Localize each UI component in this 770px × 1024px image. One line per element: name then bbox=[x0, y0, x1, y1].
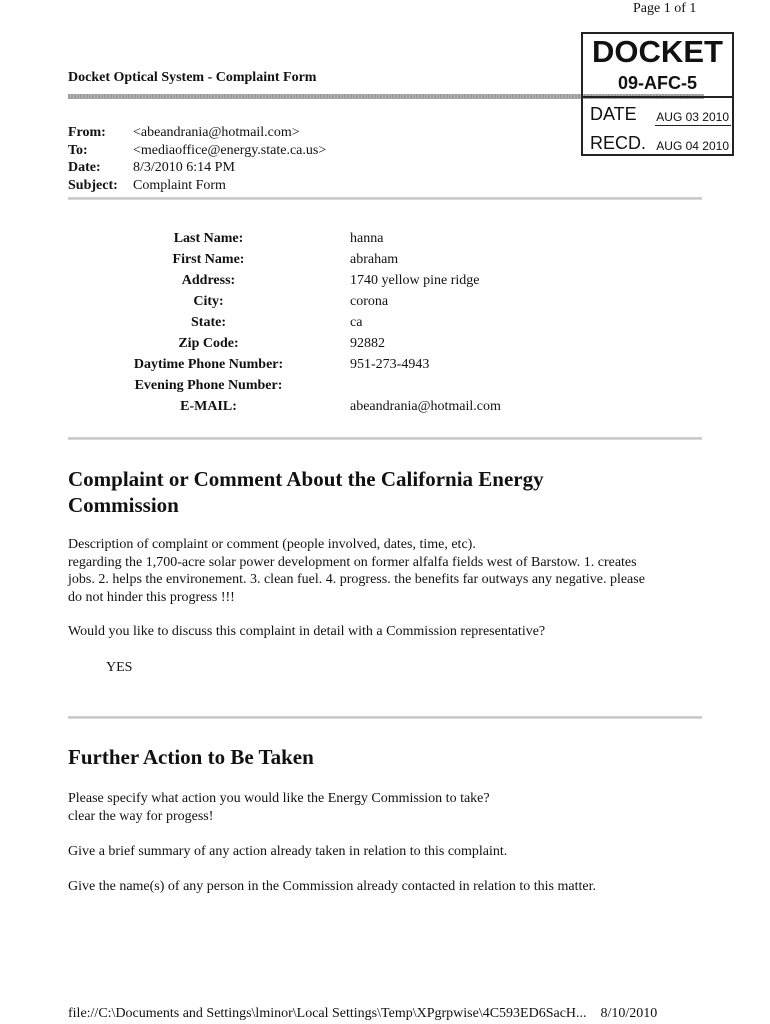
docket-stamp bbox=[581, 32, 734, 156]
field-row bbox=[120, 396, 501, 417]
field-label: Address: bbox=[181, 273, 236, 288]
discuss-answer: YES bbox=[106, 660, 133, 675]
field-row bbox=[120, 291, 501, 312]
field-value: 92882 bbox=[350, 336, 385, 351]
docket-date-row bbox=[583, 102, 732, 130]
field-label: Zip Code: bbox=[178, 336, 239, 351]
field-row bbox=[120, 270, 501, 291]
field-label: State: bbox=[191, 315, 226, 330]
docket-recd-row bbox=[583, 131, 732, 159]
meta-value: <mediaoffice@energy.state.ca.us> bbox=[133, 142, 327, 158]
contacts-prompt: Give the name(s) of any person in the Commission already contacted in relation to this matter. bbox=[68, 879, 596, 894]
description-text-line: jobs. 2. helps the environement. 3. clean fuel. 4. progress. the benefits far outways any negative. please bbox=[68, 572, 645, 587]
footer-date: 8/10/2010 bbox=[600, 1006, 658, 1021]
complaint-heading bbox=[68, 466, 544, 518]
docket-title: DOCKET bbox=[592, 34, 723, 69]
field-label: City: bbox=[193, 294, 224, 309]
meta-row-to bbox=[68, 142, 326, 160]
field-label: E-MAIL: bbox=[180, 399, 237, 414]
email-meta bbox=[68, 124, 326, 194]
action-prompt: Please specify what action you would like the Energy Commission to take? bbox=[68, 791, 490, 806]
field-value: abeandrania@hotmail.com bbox=[350, 399, 501, 414]
field-label: First Name: bbox=[172, 252, 245, 267]
meta-label: To: bbox=[68, 142, 88, 158]
page-footer bbox=[68, 1006, 657, 1022]
contact-fields bbox=[120, 228, 501, 417]
action-answer: clear the way for progess! bbox=[68, 808, 214, 824]
docket-date-label: DATE bbox=[590, 104, 637, 124]
meta-label: Subject: bbox=[68, 177, 118, 193]
meta-value: <abeandrania@hotmail.com> bbox=[133, 125, 300, 140]
description-text-line: do not hinder this progress !!! bbox=[68, 589, 235, 605]
meta-row-from bbox=[68, 124, 326, 142]
description-prompt: Description of complaint or comment (people involved, dates, time, etc). bbox=[68, 537, 476, 552]
field-value: abraham bbox=[350, 252, 399, 267]
docket-number: 09-AFC-5 bbox=[617, 73, 697, 93]
meta-value: 8/3/2010 6:14 PM bbox=[133, 160, 235, 175]
field-row bbox=[120, 333, 501, 354]
field-value: corona bbox=[350, 294, 389, 309]
field-value: ca bbox=[350, 315, 363, 330]
meta-divider bbox=[68, 197, 702, 200]
complaint-heading-line2: Commission bbox=[68, 493, 179, 517]
docket-date-value: AUG 03 2010 bbox=[656, 110, 729, 124]
field-value: 951-273-4943 bbox=[350, 357, 430, 372]
meta-row-date bbox=[68, 159, 326, 177]
meta-label: From: bbox=[68, 125, 106, 140]
complaint-divider bbox=[68, 716, 702, 719]
description-text-line: regarding the 1,700-acre solar power development on former alfalfa fields west of Barstow. 1. creates bbox=[68, 554, 637, 570]
field-label: Evening Phone Number: bbox=[134, 378, 283, 393]
meta-label: Date: bbox=[68, 160, 101, 175]
field-row bbox=[120, 228, 501, 249]
meta-row-subject bbox=[68, 177, 326, 195]
docket-header bbox=[583, 34, 732, 98]
meta-value: Complaint Form bbox=[133, 177, 226, 193]
discuss-prompt: Would you like to discuss this complaint in detail with a Commission representative? bbox=[68, 624, 546, 639]
field-row bbox=[120, 354, 501, 375]
field-value: hanna bbox=[350, 231, 384, 246]
page-indicator: Page 1 of 1 bbox=[633, 1, 697, 16]
summary-prompt: Give a brief summary of any action already taken in relation to this complaint. bbox=[68, 844, 508, 859]
footer-path: file://C:\Documents and Settings\lminor\Local Settings\Temp\XPgrpwise\4C593ED6SacH... bbox=[68, 1006, 587, 1021]
field-row bbox=[120, 249, 501, 270]
further-action-heading: Further Action to Be Taken bbox=[68, 745, 314, 769]
complaint-description bbox=[68, 536, 718, 606]
field-label: Daytime Phone Number: bbox=[133, 357, 284, 372]
action-block bbox=[68, 790, 490, 825]
field-label: Last Name: bbox=[173, 231, 244, 246]
field-row bbox=[120, 375, 501, 396]
complaint-heading-line1: Complaint or Comment About the California Energy bbox=[68, 467, 544, 491]
docket-recd-label: RECD. bbox=[590, 133, 647, 153]
fields-divider bbox=[68, 437, 702, 440]
field-row bbox=[120, 312, 501, 333]
docket-recd-value: AUG 04 2010 bbox=[656, 139, 729, 153]
form-title: Docket Optical System - Complaint Form bbox=[68, 70, 317, 85]
field-value: 1740 yellow pine ridge bbox=[350, 273, 480, 288]
